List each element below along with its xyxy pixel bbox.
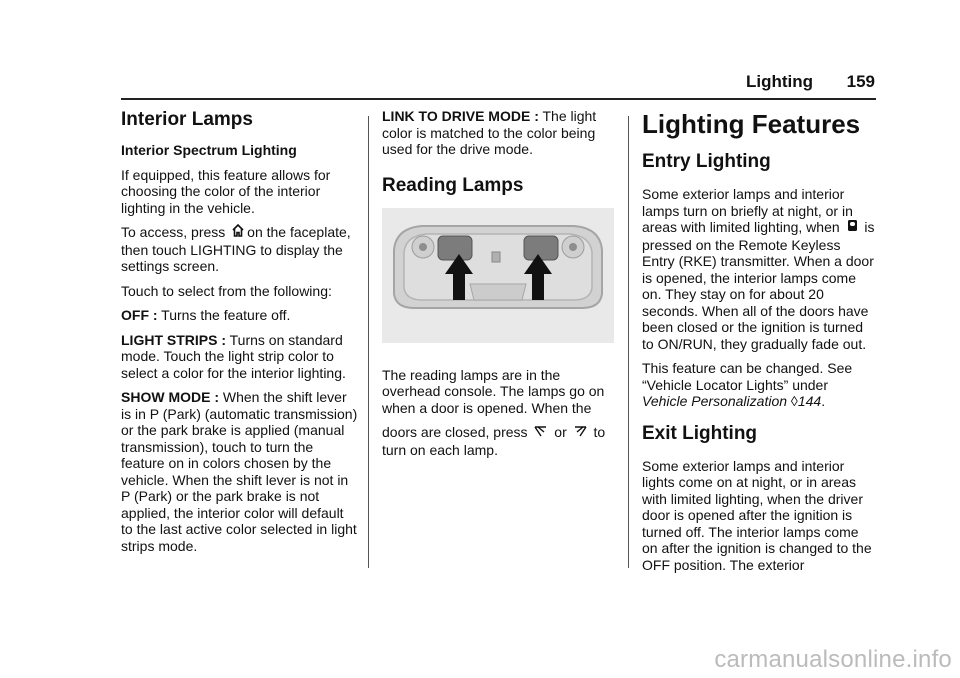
key-fob-unlock-icon: [847, 219, 858, 237]
cross-reference-link[interactable]: Vehicle Personalization: [642, 393, 788, 409]
column-divider-2: [628, 116, 629, 568]
term: OFF :: [121, 307, 158, 323]
definition: Turns the feature off.: [157, 307, 291, 323]
column-2: [382, 108, 616, 466]
column-1: [121, 108, 358, 562]
reading-lamps-heading: Reading Lamps: [382, 174, 524, 196]
paragraph: [382, 424, 616, 458]
page-reference[interactable]: 144: [797, 393, 822, 409]
paragraph: This feature can be changed. See “Vehicle Locator Lights” under Vehicle Personalization ◊144.: [642, 360, 853, 409]
paragraph: [642, 186, 876, 352]
definition-link-to-drive-mode: [382, 108, 616, 158]
term: LINK TO DRIVE MODE :: [382, 108, 539, 124]
definition: When the shift lever is in P (Park) (automatic transmission) or the park brake is applied (manual transmission), touch to turn the feature on in colors chosen by the vehicle. When the shift lever is not in P (Park) or the park brake is not applied, the interior color will default to the last active color selected in light strips mode.: [121, 389, 358, 554]
text: To access, press: [121, 224, 230, 240]
text: doors are closed, press: [382, 424, 532, 440]
interior-lamps-heading: Interior Lamps: [121, 109, 253, 130]
paragraph: The reading lamps are in the overhead console. The lamps go on when a door is opened. When the: [382, 366, 605, 416]
text: This feature can be changed. See “Vehicle Locator Lights” under: [642, 360, 853, 393]
definition: Turns on standard mode. Touch the light strip color to select a color for the interior lighting.: [121, 331, 346, 381]
text: Some exterior lamps and interior lamps turn on briefly at night, or in areas with limited lighting, when: [642, 186, 853, 235]
exit-lighting-heading: Exit Lighting: [642, 422, 758, 444]
definition-off: [121, 307, 358, 324]
text: is pressed on the Remote Keyless Entry (RKE) transmitter. When a door is opened, the interior lamps come on. They stay on for about 20 seconds. When all of the doors have been closed or the ignition is turned to ON/RUN, they gradually fade out.: [642, 219, 875, 352]
overhead-console-figure: [382, 208, 614, 343]
text: to turn on each lamp.: [382, 424, 606, 458]
column-3: [642, 108, 876, 581]
page-number: 159: [846, 72, 875, 91]
term: SHOW MODE :: [121, 389, 219, 405]
definition: The light color is matched to the color being used for the drive mode.: [382, 108, 597, 157]
lighting-features-heading: Lighting Features: [642, 109, 861, 139]
reading-lamp-left-icon: [534, 425, 547, 442]
text: on the faceplate, then touch LIGHTING to display the settings screen.: [121, 224, 351, 274]
home-icon: [232, 224, 244, 242]
definition-show-mode: [121, 389, 358, 554]
paragraph: Some exterior lamps and interior lights come on at night, or in areas with limited lighting, when the driver door is opened after the ignition is turned off. The interior lamps come on after the ignition is changed to the OFF position. The exterior: [642, 457, 872, 573]
term: LIGHT STRIPS :: [121, 331, 226, 348]
column-divider-1: [368, 116, 369, 568]
text: or: [550, 424, 571, 440]
page-header: [121, 72, 875, 98]
entry-lighting-heading: Entry Lighting: [642, 151, 771, 172]
overhead-console-illustration: [382, 208, 614, 343]
definition-light-strips: [121, 332, 358, 382]
watermark: carmanualsonline.info: [714, 646, 952, 673]
page-ref-icon: ◊: [790, 393, 798, 409]
header-rule: [121, 98, 876, 100]
paragraph: If equipped, this feature allows for choosing the color of the interior lighting in the vehicle.: [121, 166, 331, 216]
section-title: Lighting: [745, 72, 813, 91]
interior-spectrum-subheading: Interior Spectrum Lighting: [121, 142, 297, 158]
paragraph: Touch to select from the following:: [121, 282, 332, 299]
reading-lamp-right-icon: [574, 425, 587, 442]
paragraph: [121, 224, 358, 275]
